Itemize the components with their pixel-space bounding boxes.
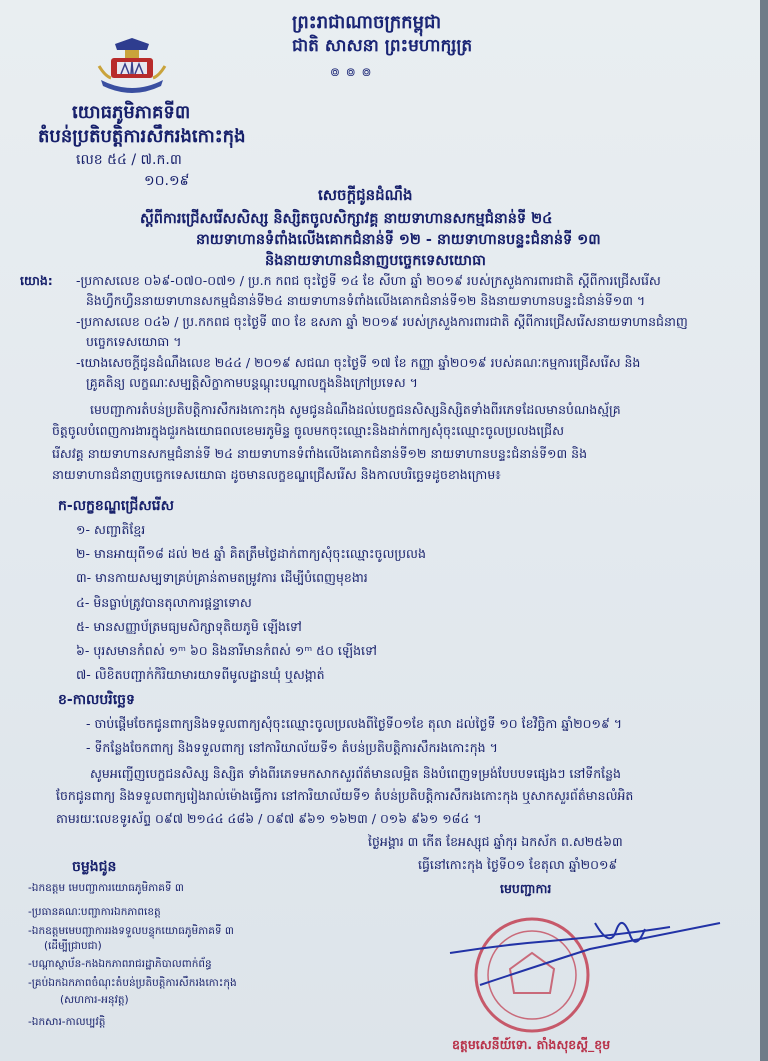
subject-line-2: នាយទាហានទំពាំងលើងគោកជំនាន់ទី ១២ - នាយទាហានបន្ទះជំនាន់ទី ១៣ — [196, 232, 601, 248]
criteria-item: ១- សញ្ជាតិខ្មែរ — [76, 522, 146, 537]
cc-item: (សហការ-អនុវត្ត) — [60, 994, 129, 1006]
kingdom-heading: ព្រះរាជាណាចក្រកម្ពុជា — [292, 12, 442, 33]
cc-item: -ឯកឧត្តមមេបញ្ជាការរងទទួលបន្ទុកយោធភូមិភាគទី ៣ — [28, 925, 234, 937]
announcement-title: សេចក្តីជូនដំណឹង — [318, 186, 413, 204]
subject-line-3: និងនាយទាហានជំនាញបច្ចេកទេសយោធា — [265, 253, 486, 269]
lunar-date: ថ្ងៃអង្គារ ៣ កើត ខែអស្សុជ ឆ្នាំកុរ ឯកស័ក ព.ស២៥៦៣ — [368, 834, 623, 849]
criteria-item: ២- មានអាយុពី១៨ ដល់ ២៥ ឆ្នាំ គិតត្រឹមថ្ងៃដាក់ពាក្យសុំចុះឈ្មោះចូលប្រលង — [76, 546, 426, 561]
body-line: នាយទាហានជំនាញបច្ចេកទេសយោធា ដូចមានលក្ខខណ្ឌជ្រើសរើស និងកាលបរិច្ឆេទដូចខាងក្រោម៖ — [52, 467, 501, 482]
signer-title: មេបញ្ជាការ — [500, 881, 552, 896]
schedule-item: - ទីកន្លែងចែកពាក្យ និងទទួលពាក្យ នៅការិយាល័យទី១ តំបន់ប្រតិបត្តិការសឹករងកោះកុង ។ — [86, 740, 498, 755]
criteria-item: ៣- មានកាយសម្បទាគ្រប់គ្រាន់តាមតម្រូវការ ដើម្បីបំពេញមុខងារ — [76, 570, 368, 585]
ornament-divider: ៙ ៙ ៙ — [330, 65, 373, 79]
issuer-line-1: យោធភូមិភាគទី៣ — [72, 102, 191, 123]
schedule-heading: ខ-កាលបរិច្ឆេទ — [58, 692, 135, 708]
reference-line: និងហ្វឹកហ្វឺននាយទាហានសកម្មជំនាន់ទី២៤ នាយទាហានទំពាំងលើងគោកជំនាន់ទី១២ និងនាយទាហានបន្ទះជំនាន់ទី១៣ ។ — [86, 293, 646, 308]
official-seal-and-signature-icon — [440, 905, 730, 1055]
references-label: យោង: — [20, 273, 53, 288]
closing-line: ចែកជូនពាក្យ និងទទួលពាក្យរៀងរាល់ម៉ោងធ្វើការ នៅការិយាល័យទី១ តំបន់ប្រតិបត្តិការសឹករងកោះកុង ឬសាកសួរព័ត៌មានលំអិត — [56, 788, 634, 803]
criteria-item: ៥- មានសញ្ញាប័ត្រមធ្យមសិក្សាទុតិយភូមិ ឡើងទៅ — [76, 619, 302, 634]
cc-item: -បណ្តាស្ថាប័ន-កងឯកភាពរាជរដ្ឋាភិបាលពាក់ព័ន្ធ — [28, 958, 212, 970]
cc-heading: ចម្លងជូន — [72, 859, 117, 875]
body-line: មេបញ្ជាការតំបន់ប្រតិបត្តិការសឹករងកោះកុង សូមជូនដំណឹងដល់បេក្ខជនសិស្សនិស្សិតទាំងពីរភេទដែលមានបំណងស្ម័គ្រ — [90, 402, 621, 417]
signer-name: ឧត្តមសេនីយ៍ទោ. តាំងសុខស្តី_ខុម — [452, 1037, 611, 1052]
national-motto: ជាតិ សាសនា ព្រះមហាក្សត្រ — [292, 36, 473, 56]
cc-item: -ប្រធានគណៈបញ្ជាការឯកភាពខេត្ត — [28, 906, 161, 918]
closing-line: សូមអញ្ជើញបេក្ខជនសិស្ស និស្សិត ទាំងពីរភេទមកសាកសួរព័ត៌មានលម្អិត និងបំពេញទម្រង់បែបបទផ្សេងៗ នៅទីកន្លែង — [90, 766, 621, 781]
solar-date: ធ្វើនៅកោះកុង ថ្ងៃទី០១ ខែតុលា ឆ្នាំ២០១៩ — [418, 857, 618, 872]
reference-date: ១០.១៩ — [144, 173, 190, 189]
closing-line: តាមរយៈលេខទូរស័ព្ទ ០៩៧ ២១៤៤ ៤៨៦ / ០៩៧ ៩៦១ ១៦២៣ / ០១៦ ៩៦១ ១៨៤ ។ — [56, 811, 482, 826]
criteria-item: ៦- បុរសមានកំពស់ ១ᵐ ៦០ និងនារីមានកំពស់ ១ᵐ ៥០ ឡើងទៅ — [76, 643, 377, 658]
body-line: ចិត្តចូលបំពេញការងារក្នុងជួរកងយោធពលខេមរភូមិន្ទ ចូលមកចុះឈ្មោះនិងដាក់ពាក្យសុំចុះឈ្មោះចូលប្រលងជ្រើស — [52, 423, 564, 438]
subject-line-1: ស្តីពីការជ្រើសរើសសិស្ស និស្សិតចូលសិក្សាវគ្គ នាយទាហានសកម្មជំនាន់ទី ២៤ — [140, 211, 553, 227]
reference-line: -ប្រកាសលេខ ០៦៩-០៧០-០៧១ / ប្រ.ក កពជ ចុះថ្ងៃទី ១៤ ខែ សីហា ឆ្នាំ ២០១៩ របស់ក្រសួងការពារជាតិ ស្តីពីការជ្រើសរើស — [76, 273, 661, 288]
reference-number: លេខ ៥៤ / ៧.ក.៣ — [76, 152, 182, 168]
cc-item: -គ្រប់ឯកឯកភាពចំណុះតំបន់ប្រតិបត្តិការសឹករងកោះកុង — [28, 977, 237, 989]
criteria-item: ៤- មិនធ្លាប់ត្រូវបានតុលាការផ្តន្ទាទោស — [76, 595, 252, 610]
reference-line: បច្ចេកទេសយោធា ។ — [86, 334, 182, 349]
issuer-line-2: តំបន់ប្រតិបត្តិការសឹករងកោះកុង — [38, 126, 246, 147]
cc-item: -ឯកឧត្តម មេបញ្ជាការយោធភូមិភាគទី ៣ — [28, 882, 184, 894]
cc-item: (ដើម្បីជ្រាបជា) — [44, 940, 102, 952]
criteria-heading: ក-លក្ខខណ្ឌជ្រើសរើស — [58, 498, 174, 514]
cc-item: -ឯកសារ-កាលប្បវត្តិ — [28, 1016, 106, 1028]
reference-line: គ្រូគតិន្យ លក្ខណៈសម្បត្តិសិក្ខាកាមបន្តណ្ដុះបណ្ដាលក្នុងនិងក្រៅប្រទេស ។ — [86, 375, 418, 390]
reference-line: -យោងសេចក្តីជូនដំណឹងលេខ ២៤៤ / ២០១៩ សជណ ចុះថ្ងៃទី ១៧ ខែ កញ្ញា ឆ្នាំ២០១៩ របស់គណៈកម្មការជ្រើសរើស និង — [76, 355, 641, 370]
military-emblem-icon — [95, 36, 169, 96]
reference-line: -ប្រកាសលេខ ០៤៦ / ប្រ.កកពជ ចុះថ្ងៃទី ៣០ ខែ ឧសភា ឆ្នាំ ២០១៩ របស់ក្រសួងការពារជាតិ ស្តីពីការជ្រើសរើសនាយទាហានជំនាញ — [76, 314, 688, 329]
page-edge-shadow — [760, 0, 768, 1061]
schedule-item: - ចាប់ផ្តើមចែកជូនពាក្យនិងទទួលពាក្យសុំចុះឈ្មោះចូលប្រលងពីថ្ងៃទី០១ខែ តុលា ដល់ថ្ងៃទី ១០ ខែវិច្ឆិកា ឆ្នាំ២០១៩ ។ — [86, 716, 623, 731]
body-line: រើសវគ្គ នាយទាហានសកម្មជំនាន់ទី ២៤ នាយទាហានទំពាំងលើងគោកជំនាន់ទី១២ នាយទាហានបន្ទះជំនាន់ទី១៣ និង — [52, 446, 588, 461]
criteria-item: ៧- លិខិតបញ្ជាក់កិរិយាមារយាទពីមូលដ្ឋានឃុំ ឬសង្កាត់ — [76, 667, 325, 682]
